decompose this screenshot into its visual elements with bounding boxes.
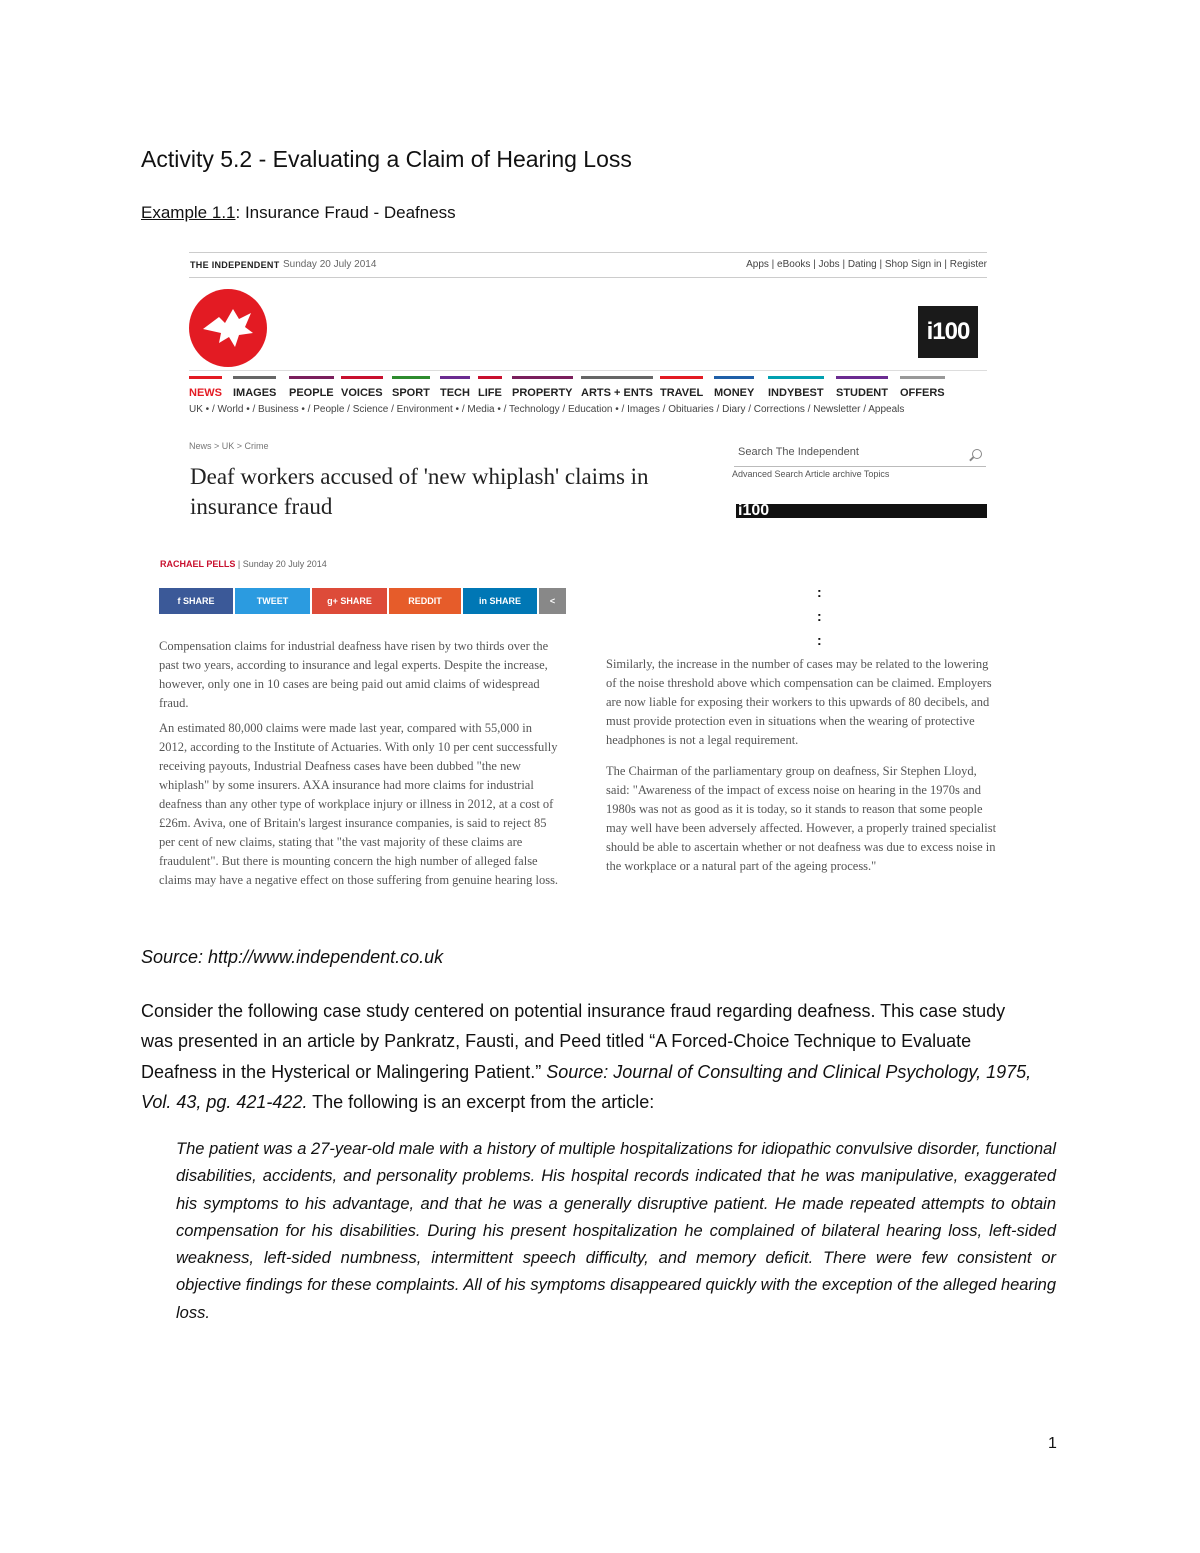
- page-number: 1: [1048, 1435, 1057, 1452]
- linkedin-share-button[interactable]: in SHARE: [463, 588, 537, 614]
- nav-item-offers[interactable]: OFFERS: [900, 376, 945, 399]
- example-separator: :: [235, 203, 241, 222]
- search-icon[interactable]: [972, 449, 982, 459]
- nav-item-tech[interactable]: TECH: [440, 376, 470, 399]
- i100-logo[interactable]: i100: [918, 306, 978, 358]
- example-heading: [141, 203, 456, 223]
- newspaper-topbar: [189, 252, 987, 278]
- breadcrumb[interactable]: News > UK > Crime: [189, 441, 269, 451]
- ad-text: i100: [738, 504, 770, 518]
- newspaper-subnav[interactable]: UK • / World • / Business • / People / Science / Environment • / Media • / Technology / Education • / Images / Obituaries / Diary / Corrections / Newsletter / Appeals: [189, 404, 905, 415]
- google-plus-share-button[interactable]: g+ SHARE: [312, 588, 387, 614]
- nav-item-sport[interactable]: SPORT: [392, 376, 430, 399]
- nav-item-voices[interactable]: VOICES: [341, 376, 383, 399]
- share-more-icon[interactable]: <: [539, 588, 566, 614]
- article-left-column: [159, 637, 559, 896]
- case-study-intro: [141, 996, 1041, 1117]
- nav-item-life[interactable]: LIFE: [478, 376, 502, 399]
- article-paragraph: The Chairman of the parliamentary group on deafness, Sir Stephen Lloyd, said: "Awareness of the impact of excess noise on hearing in the 1970s and 1980s was not as good as it is today, so it stands to reason that some people may well have been adversely affected. However, a properly trained specialist should be able to ascertain whether or not deafness was due to excess noise in the workplace or a natural part of the ageing process.": [606, 764, 997, 873]
- nav-item-travel[interactable]: TRAVEL: [660, 376, 703, 399]
- newspaper-date: Sunday 20 July 2014: [283, 259, 377, 270]
- reddit-button[interactable]: REDDIT: [389, 588, 461, 614]
- nav-item-property[interactable]: PROPERTY: [512, 376, 573, 399]
- article-author[interactable]: RACHAEL PELLS: [160, 559, 236, 569]
- article-date: Sunday 20 July 2014: [242, 559, 327, 569]
- nav-item-arts-ents[interactable]: ARTS + ENTS: [581, 376, 653, 399]
- example-label: Example 1.1: [141, 203, 236, 222]
- share-bar: [159, 588, 566, 614]
- nav-item-student[interactable]: STUDENT: [836, 376, 888, 399]
- nav-item-images[interactable]: IMAGES: [233, 376, 276, 399]
- article-excerpt: The patient was a 27-year-old male with a history of multiple hospitalizations for idiopathic convulsive disorder, functional disabilities, accidents, and personality problems. His hospital records indicated that he was manipulative, exaggerated his symptoms to his advantage, and that he was a generally disruptive patient. He made repeated attempts to obtain compensation for his disabilities. During his present hospitalization he complained of bilateral hearing loss, left-sided weakness, left-sided numbness, intermittent speech difficulty, and memory deficit. There were few consistent or objective findings for these complaints. All of his symptoms disappeared quickly with the exception of the alleged hearing loss.: [176, 1140, 1056, 1322]
- nav-item-money[interactable]: MONEY: [714, 376, 754, 399]
- example-text: Insurance Fraud - Deafness: [240, 203, 456, 222]
- article-right-column: [606, 655, 998, 882]
- page-title: Activity 5.2 - Evaluating a Claim of Hearing Loss: [141, 146, 632, 172]
- newspaper-header-screenshot: [189, 252, 987, 518]
- article-paragraph: An estimated 80,000 claims were made last year, compared with 55,000 in 2012, according to the Institute of Actuaries. With only 10 per cent successfully receiving payouts, Industrial Deafness cases have been dubbed "the new whiplash" by some insurers. AXA insurance had more claims for industrial deafness than any other type of workplace injury or illness in 2012, at a cost of £26m. Aviva, one of Britain's largest insurance companies, is said to reject 85 per cent of new claims, stating that "the vast majority of these claims are fraudulent". But there is mounting concern the high number of alleged false claims may have a negative effect on those suffering from genuine hearing loss.: [159, 721, 559, 887]
- article-byline: RACHAEL PELLS | Sunday 20 July 2014: [160, 559, 327, 569]
- newspaper-top-links[interactable]: Apps | eBooks | Jobs | Dating | Shop Sign in | Register: [746, 259, 987, 270]
- newspaper-brand: THE INDEPENDENT: [190, 260, 280, 270]
- article-headline: Deaf workers accused of 'new whiplash' claims in insurance fraud: [190, 464, 649, 519]
- twitter-tweet-button[interactable]: TWEET: [235, 588, 310, 614]
- omission-marks: : : :: [817, 584, 822, 648]
- journal-citation: Source: Journal of Consulting and Clinical Psychology, 1975, Vol. 43, pg. 421-422.: [141, 1061, 1032, 1112]
- nav-item-news[interactable]: NEWS: [189, 376, 222, 399]
- facebook-share-button[interactable]: f SHARE: [159, 588, 233, 614]
- article-paragraph: Compensation claims for industrial deafness have risen by two thirds over the past two years, according to insurance and legal experts. Despite the increase, however, only one in 10 cases are being paid out amid claims of widespread fraud.: [159, 639, 549, 710]
- nav-item-people[interactable]: PEOPLE: [289, 376, 334, 399]
- source-line: Source: http://www.independent.co.uk: [141, 947, 444, 967]
- outro-text: The following is an excerpt from the article:: [307, 1091, 655, 1112]
- search-links[interactable]: Advanced Search Article archive Topics: [732, 469, 890, 479]
- search-input[interactable]: [734, 444, 986, 467]
- search-placeholder: Search The Independent: [738, 446, 859, 458]
- intro-text: Consider the following case study centered on potential insurance fraud regarding deafness. This case study was presented in an article by Pankratz, Fausti, and Peed titled “A Forced-Choice Technique to Evaluate Deafness in the Hysterical or Malingering Patient.”: [141, 1001, 1006, 1082]
- nav-divider: [189, 370, 987, 371]
- article-paragraph: Similarly, the increase in the number of cases may be related to the lowering of the noise threshold above which compensation can be claimed. Employers are now liable for exposing their workers to this upwards of 80 decibels, and must provide protection even in situations when the wearing of protective headphones is not a legal requirement.: [606, 657, 992, 747]
- nav-item-indybest[interactable]: INDYBEST: [768, 376, 824, 399]
- i100-ad-strip: [736, 504, 987, 518]
- eagle-logo-icon[interactable]: [189, 289, 267, 367]
